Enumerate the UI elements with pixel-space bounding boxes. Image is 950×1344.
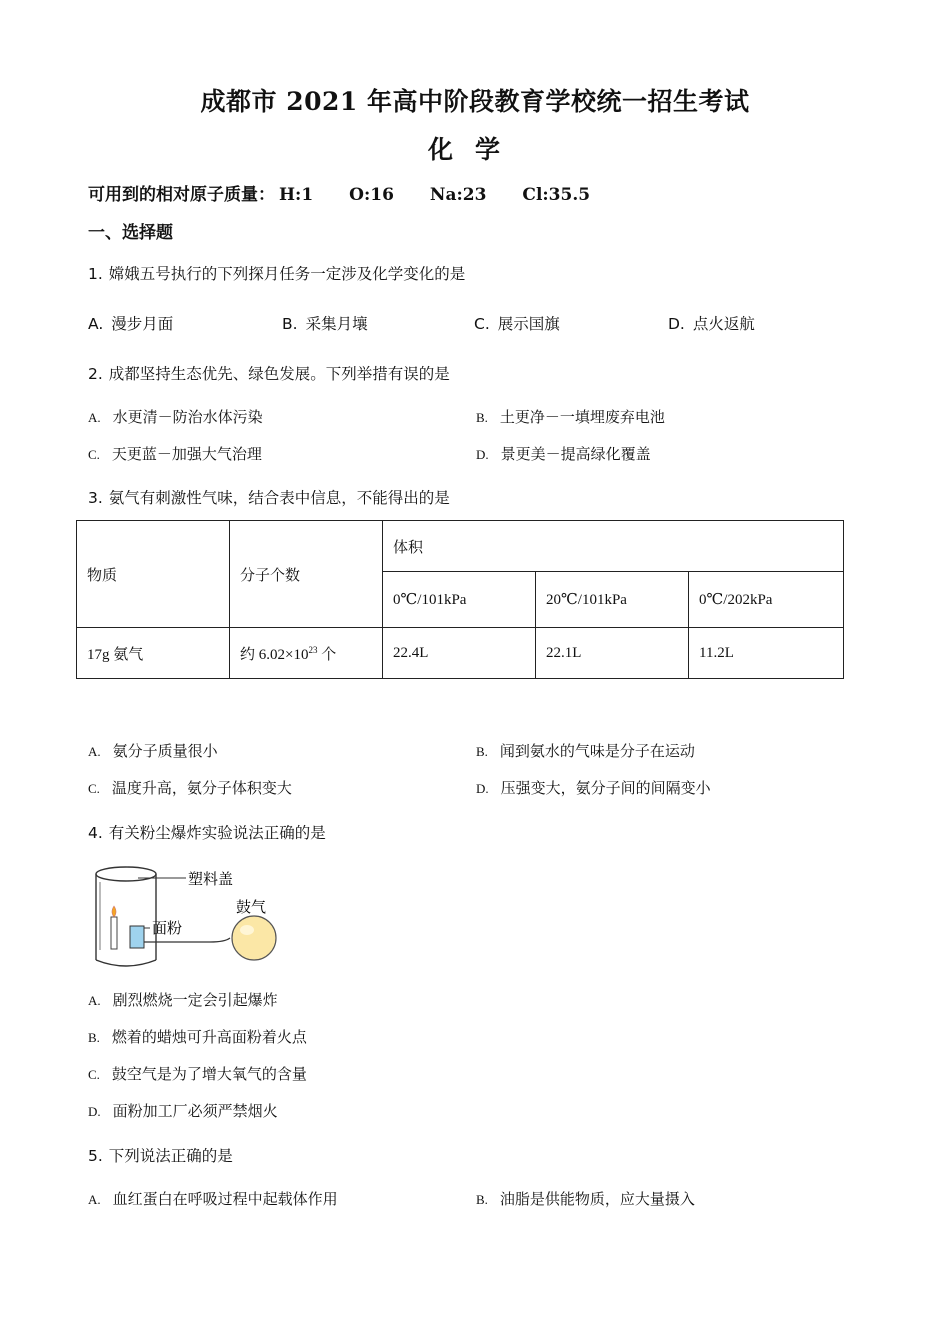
- q3-option-a[interactable]: [88, 740, 218, 761]
- option-key: B.: [476, 744, 488, 759]
- molecules-prefix: 约 6.02×10: [240, 646, 309, 663]
- option-text: 展示国旗: [497, 315, 560, 333]
- question-3-stem: [88, 486, 450, 508]
- q4-option-c[interactable]: [88, 1063, 307, 1084]
- label-blow: 鼓气: [236, 898, 267, 916]
- option-text: 压强变大，氨分子间的间隔变小: [500, 779, 711, 797]
- option-text: 温度升高，氨分子体积变大: [111, 779, 292, 797]
- q2-option-b[interactable]: [476, 406, 665, 427]
- option-key: C.: [88, 1067, 100, 1082]
- dust-explosion-figure: [90, 862, 290, 974]
- option-key: B.: [476, 410, 488, 425]
- option-text: 土更净－一填埋废弃电池: [499, 408, 665, 426]
- atomic-mass-h: H:1: [279, 185, 314, 205]
- option-text: 水更清－防治水体污染: [112, 408, 263, 426]
- q5-option-a[interactable]: [88, 1188, 338, 1209]
- option-text: 景更美－提高绿化覆盖: [500, 445, 651, 463]
- q4-option-a[interactable]: [88, 989, 278, 1010]
- question-3-text: 氨气有刺激性气味，结合表中信息，不能得出的是: [108, 489, 450, 507]
- cell-volume-3: 11.2L: [689, 628, 844, 679]
- candle-flame: [112, 906, 116, 917]
- cell-volume-2: 22.1L: [536, 628, 689, 679]
- option-key: D.: [668, 315, 685, 333]
- q3-option-c[interactable]: [88, 777, 292, 798]
- atomic-masses: [88, 180, 590, 205]
- molecules-exponent: 23: [308, 644, 318, 655]
- option-text: 氨分子质量很小: [112, 742, 218, 760]
- question-2-text: 成都坚持生态优先、绿色发展。下列举措有误的是: [108, 365, 450, 383]
- option-key: D.: [476, 781, 489, 796]
- q3-option-b[interactable]: [476, 740, 695, 761]
- ammonia-data-table: [76, 520, 844, 679]
- exam-title: 成都市 2021 年高中阶段教育学校统一招生考试: [200, 87, 750, 116]
- option-text: 面粉加工厂必须严禁烟火: [112, 1102, 278, 1120]
- air-tube: [144, 938, 230, 942]
- option-key: B.: [282, 315, 298, 333]
- atomic-mass-na: Na:23: [429, 185, 487, 205]
- q1-option-c[interactable]: [474, 312, 560, 334]
- question-5-text: 下列说法正确的是: [108, 1147, 233, 1165]
- cell-substance: 17g 氨气: [77, 628, 230, 679]
- question-5-number: 5.: [88, 1147, 103, 1165]
- label-lid: 塑料盖: [188, 870, 234, 888]
- option-key: C.: [88, 781, 100, 796]
- candle: [111, 917, 117, 949]
- option-text: 血红蛋白在呼吸过程中起载体作用: [112, 1190, 338, 1208]
- q1-option-a[interactable]: [88, 312, 173, 334]
- q2-option-c[interactable]: [88, 443, 262, 464]
- question-2-stem: [88, 362, 450, 384]
- header-substance: 物质: [77, 521, 230, 628]
- q3-option-d[interactable]: [476, 777, 711, 798]
- option-key: C.: [474, 315, 490, 333]
- container-base: [96, 960, 156, 966]
- header-molecules: 分子个数: [230, 521, 383, 628]
- cell-molecules: [230, 628, 383, 679]
- question-1-stem: [88, 262, 465, 284]
- flour-cup: [130, 926, 144, 948]
- header-condition-3: 0℃/202kPa: [689, 572, 844, 628]
- cell-volume-1: 22.4L: [383, 628, 536, 679]
- q1-option-b[interactable]: [282, 312, 368, 334]
- label-flour: 面粉: [152, 919, 183, 937]
- option-text: 点火返航: [692, 315, 755, 333]
- option-key: C.: [88, 447, 100, 462]
- q2-option-a[interactable]: [88, 406, 263, 427]
- q2-option-d[interactable]: [476, 443, 651, 464]
- q1-option-d[interactable]: [668, 312, 755, 334]
- q4-option-d[interactable]: [88, 1100, 278, 1121]
- air-bulb: [232, 916, 276, 960]
- option-key: D.: [88, 1104, 101, 1119]
- question-2-number: 2.: [88, 365, 103, 383]
- option-key: A.: [88, 315, 104, 333]
- option-key: D.: [476, 447, 489, 462]
- atomic-masses-label: 可用到的相对原子质量：: [88, 185, 275, 205]
- option-key: B.: [476, 1192, 488, 1207]
- q4-option-b[interactable]: [88, 1026, 307, 1047]
- option-key: A.: [88, 1192, 101, 1207]
- option-text: 燃着的蜡烛可升高面粉着火点: [111, 1028, 307, 1046]
- molecules-suffix: 个: [317, 646, 337, 663]
- question-4-stem: [88, 821, 326, 843]
- option-text: 天更蓝－加强大气治理: [111, 445, 262, 463]
- option-text: 剧烈燃烧一定会引起爆炸: [112, 991, 278, 1009]
- option-key: A.: [88, 744, 101, 759]
- option-text: 采集月壤: [305, 315, 368, 333]
- option-key: A.: [88, 410, 101, 425]
- question-1-text: 嫦娥五号执行的下列探月任务一定涉及化学变化的是: [108, 265, 466, 283]
- option-text: 鼓空气是为了增大氧气的含量: [111, 1065, 307, 1083]
- header-condition-2: 20℃/101kPa: [536, 572, 689, 628]
- question-5-stem: [88, 1144, 233, 1166]
- option-text: 闻到氨水的气味是分子在运动: [499, 742, 695, 760]
- option-text: 油脂是供能物质，应大量摄入: [499, 1190, 695, 1208]
- container-lid: [96, 867, 156, 881]
- header-volume: 体积: [383, 521, 844, 572]
- question-3-number: 3.: [88, 489, 103, 507]
- atomic-mass-cl: Cl:35.5: [522, 185, 591, 205]
- option-key: A.: [88, 993, 101, 1008]
- section-title: 一、选择题: [88, 223, 173, 243]
- subject-title: 化学: [427, 135, 522, 164]
- atomic-mass-o: O:16: [349, 185, 394, 205]
- option-key: B.: [88, 1030, 100, 1045]
- question-4-number: 4.: [88, 824, 103, 842]
- question-4-text: 有关粉尘爆炸实验说法正确的是: [108, 824, 326, 842]
- air-bulb-highlight: [240, 925, 254, 935]
- question-1-number: 1.: [88, 265, 103, 283]
- option-text: 漫步月面: [111, 315, 174, 333]
- header-condition-1: 0℃/101kPa: [383, 572, 536, 628]
- q5-option-b[interactable]: [476, 1188, 695, 1209]
